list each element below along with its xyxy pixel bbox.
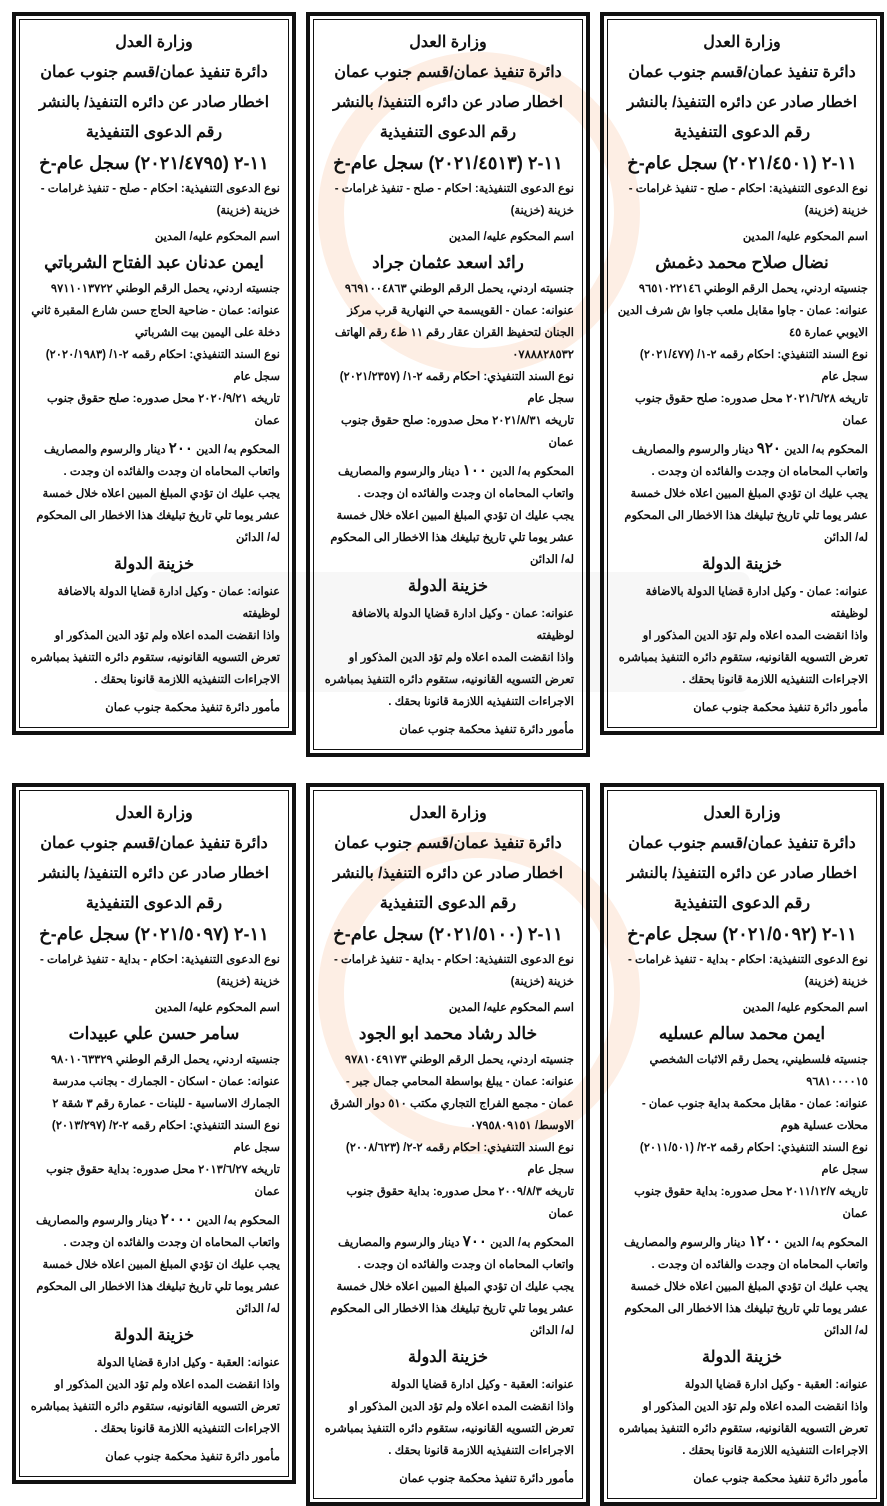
- case-type: نوع الدعوى التنفيذية: احكام - بداية - تنفيذ غرامات - خزينة (خزينة): [333, 954, 574, 988]
- amount-suffix: دينار والرسوم والمصاريف واتعاب المحاماه ان وجدت والفائده ان وجدت .: [35, 1215, 280, 1249]
- debtor-id: جنسيته اردني، يحمل الرقم الوطني ٩٨٠١٠٦٣٣٢٩: [50, 1054, 280, 1066]
- amount-line: [616, 1231, 868, 1276]
- debtor-id: جنسيته اردني، يحمل الرقم الوطني ٩٦٩١٠٠٤٨٦٣: [344, 283, 574, 295]
- department-heading: دائرة تنفيذ عمان/قسم جنوب عمان: [40, 64, 268, 81]
- creditor-address: عنوانه: العقبة - وكيل ادارة قضايا الدولة: [96, 1357, 280, 1369]
- payment-notice: يجب عليك ان تؤدي المبلغ المبين اعلاه خلال خمسة عشر يوما تلي تاريخ تبليغك هذا الاخطار الى المحكوم له/ الدائن: [330, 1281, 574, 1337]
- creditor-address: عنوانه: عمان - وكيل ادارة قضايا الدولة بالاضافة لوظيفته: [645, 586, 868, 620]
- case-type: نوع الدعوى التنفيذية: احكام - بداية - تنفيذ غرامات - خزينة (خزينة): [39, 954, 280, 988]
- amount-suffix: دينار والرسوم والمصاريف واتعاب المحاماه ان وجدت والفائده ان وجدت .: [44, 444, 280, 478]
- warning-text: واذا انقضت المده اعلاه ولم تؤد الدين المذكور او تعرض التسويه القانونيه، ستقوم دائره التنفيذ بمباشره الاجراءات التنفيذيه اللازمة قانونا بحقك .: [618, 1401, 868, 1457]
- bond-type: نوع السند التنفيذي: احكام رقمه ٢-١/ (٢٠٢١/٢٣٥٧) سجل عام: [339, 371, 574, 405]
- bond-date: تاريخه ٢٠٢١/٦/٢٨ محل صدوره: صلح حقوق جنوب عمان: [634, 393, 868, 427]
- notice-title: اخطار صادر عن دائره التنفيذ/ بالنشر: [38, 94, 270, 111]
- creditor-address: عنوانه: العقبة - وكيل ادارة قضايا الدولة: [684, 1379, 868, 1391]
- payment-notice: يجب عليك ان تؤدي المبلغ المبين اعلاه خلال خمسة عشر يوما تلي تاريخ تبليغك هذا الاخطار الى المحكوم له/ الدائن: [36, 1259, 280, 1315]
- amount-value: ١٢٠٠: [748, 1233, 781, 1250]
- bond-type: نوع السند التنفيذي: احكام رقمه ٢-٢/ (٢٠١١/٥٠١) سجل عام: [639, 1142, 868, 1176]
- bond-type: نوع السند التنفيذي: احكام رقمه ٢-٢/ (٢٠١٣/٢٩٧) سجل عام: [51, 1120, 280, 1154]
- bond-date: تاريخه ٢٠٢٠/٩/٢١ محل صدوره: صلح حقوق جنوب عمان: [46, 393, 280, 427]
- debtor-label: اسم المحكوم عليه/ المدين: [448, 1002, 574, 1014]
- creditor-name: خزينة الدولة: [408, 1349, 488, 1366]
- case-type: نوع الدعوى التنفيذية: احكام - صلح - تنفيذ غرامات - خزينة (خزينة): [628, 183, 868, 217]
- amount-value: ٩٢٠: [756, 440, 781, 457]
- amount-value: ٧٠٠: [462, 1233, 487, 1250]
- amount-prefix: المحكوم به/ الدين: [490, 466, 574, 478]
- amount-suffix: دينار والرسوم والمصاريف واتعاب المحاماه ان وجدت والفائده ان وجدت .: [338, 466, 574, 500]
- amount-line: [322, 1231, 574, 1276]
- debtor-name: ايمن محمد سالم عسليه: [658, 1024, 826, 1043]
- debtor-label: اسم المحكوم عليه/ المدين: [154, 231, 280, 243]
- warning-text: واذا انقضت المده اعلاه ولم تؤد الدين المذكور او تعرض التسويه القانونيه، ستقوم دائره التنفيذ بمباشره الاجراءات التنفيذيه اللازمة قانونا بحقك .: [324, 1401, 574, 1457]
- bond-date: تاريخه ٢٠١٣/٦/٢٧ محل صدوره: بداية حقوق جنوب عمان: [46, 1164, 280, 1198]
- creditor-address: عنوانه: عمان - وكيل ادارة قضايا الدولة بالاضافة لوظيفته: [57, 586, 280, 620]
- debtor-name: سامر حسن علي عبيدات: [68, 1024, 240, 1043]
- ministry-heading: وزارة العدل: [409, 34, 487, 51]
- creditor-name: خزينة الدولة: [408, 578, 488, 595]
- court-notice: [12, 12, 296, 735]
- payment-notice: يجب عليك ان تؤدي المبلغ المبين اعلاه خلال خمسة عشر يوما تلي تاريخ تبليغك هذا الاخطار الى المحكوم له/ الدائن: [624, 488, 868, 544]
- debtor-address: عنوانه: عمان - اسكان - الجمارك - بجانب مدرسة الجمارك الاساسية - للبنات - عمارة رقم ٣ شقة ٢: [52, 1076, 280, 1110]
- case-type: نوع الدعوى التنفيذية: احكام - بداية - تنفيذ غرامات - خزينة (خزينة): [627, 954, 868, 988]
- case-number: ١١-٢ (٢٠٢١/٤٥١٣) سجل عام-خ: [333, 153, 563, 173]
- court-notice: [12, 783, 296, 1484]
- amount-value: ١٠٠: [462, 462, 487, 479]
- payment-notice: يجب عليك ان تؤدي المبلغ المبين اعلاه خلال خمسة عشر يوما تلي تاريخ تبليغك هذا الاخطار الى المحكوم له/ الدائن: [330, 510, 574, 566]
- debtor-address: عنوانه: عمان - مقابل محكمة بداية جنوب عمان - محلات عسلية هوم: [641, 1098, 868, 1132]
- footer-signature: مأمور دائرة تنفيذ محكمة جنوب عمان: [693, 1473, 868, 1485]
- bond-type: نوع السند التنفيذي: احكام رقمه ٢-١/ (٢٠٢١/٤٧٧) سجل عام: [639, 349, 868, 383]
- debtor-label: اسم المحكوم عليه/ المدين: [154, 1002, 280, 1014]
- case-label: رقم الدعوى التنفيذية: [85, 895, 223, 912]
- debtor-id: جنسيته اردني، يحمل الرقم الوطني ٩٦٥١٠٢٢١٤٦: [638, 283, 868, 295]
- payment-notice: يجب عليك ان تؤدي المبلغ المبين اعلاه خلال خمسة عشر يوما تلي تاريخ تبليغك هذا الاخطار الى المحكوم له/ الدائن: [36, 488, 280, 544]
- debtor-id: جنسيته اردني، يحمل الرقم الوطني ٩٧٨١٠٤٩١٧٣: [344, 1054, 574, 1066]
- amount-prefix: المحكوم به/ الدين: [784, 444, 868, 456]
- warning-text: واذا انقضت المده اعلاه ولم تؤد الدين المذكور او تعرض التسويه القانونيه، ستقوم دائره التنفيذ بمباشره الاجراءات التنفيذيه اللازمة قانونا بحقك .: [324, 652, 574, 708]
- department-heading: دائرة تنفيذ عمان/قسم جنوب عمان: [334, 64, 562, 81]
- footer-signature: مأمور دائرة تنفيذ محكمة جنوب عمان: [693, 702, 868, 714]
- debtor-label: اسم المحكوم عليه/ المدين: [742, 231, 868, 243]
- creditor-address: عنوانه: عمان - وكيل ادارة قضايا الدولة بالاضافة لوظيفته: [351, 608, 574, 642]
- case-label: رقم الدعوى التنفيذية: [673, 895, 811, 912]
- court-notice: [306, 12, 590, 757]
- amount-suffix: دينار والرسوم والمصاريف واتعاب المحاماه ان وجدت والفائده ان وجدت .: [632, 444, 868, 478]
- debtor-label: اسم المحكوم عليه/ المدين: [742, 1002, 868, 1014]
- amount-value: ٢٠٠٠: [160, 1211, 193, 1228]
- case-number: ١١-٢ (٢٠٢١/٥٠٩٧) سجل عام-خ: [39, 924, 269, 944]
- ministry-heading: وزارة العدل: [409, 805, 487, 822]
- case-number: ١١-٢ (٢٠٢١/٥٠٩٢) سجل عام-خ: [627, 924, 857, 944]
- case-type: نوع الدعوى التنفيذية: احكام - صلح - تنفيذ غرامات - خزينة (خزينة): [40, 183, 280, 217]
- notices-grid: [12, 12, 884, 1506]
- department-heading: دائرة تنفيذ عمان/قسم جنوب عمان: [628, 64, 856, 81]
- department-heading: دائرة تنفيذ عمان/قسم جنوب عمان: [40, 835, 268, 852]
- amount-prefix: المحكوم به/ الدين: [490, 1237, 574, 1249]
- department-heading: دائرة تنفيذ عمان/قسم جنوب عمان: [628, 835, 856, 852]
- footer-signature: مأمور دائرة تنفيذ محكمة جنوب عمان: [105, 702, 280, 714]
- bond-date: تاريخه ٢٠٢١/٨/٣١ محل صدوره: صلح حقوق جنوب عمان: [340, 415, 574, 449]
- debtor-name: خالد رشاد محمد ابو الجود: [358, 1024, 538, 1043]
- warning-text: واذا انقضت المده اعلاه ولم تؤد الدين المذكور او تعرض التسويه القانونيه، ستقوم دائره التنفيذ بمباشره الاجراءات التنفيذيه اللازمة قانونا بحقك .: [30, 630, 280, 686]
- debtor-label: اسم المحكوم عليه/ المدين: [448, 231, 574, 243]
- department-heading: دائرة تنفيذ عمان/قسم جنوب عمان: [334, 835, 562, 852]
- footer-signature: مأمور دائرة تنفيذ محكمة جنوب عمان: [399, 724, 574, 736]
- case-label: رقم الدعوى التنفيذية: [85, 124, 223, 141]
- debtor-address: عنوانه: عمان - يبلغ بواسطة المحامي جمال جبر - عمان - مجمع الفراج التجاري مكتب ٥١٠ دوار الشرق الاوسط/ ٠٧٩٥٨٠٩١٥١: [330, 1076, 574, 1132]
- bond-date: تاريخه ٢٠٠٩/٨/٣ محل صدوره: بداية حقوق جنوب عمان: [346, 1186, 574, 1220]
- ministry-heading: وزارة العدل: [703, 805, 781, 822]
- amount-line: [28, 1209, 280, 1254]
- amount-prefix: المحكوم به/ الدين: [784, 1237, 868, 1249]
- debtor-name: ايمن عدنان عبد الفتاح الشرباتي: [44, 253, 264, 272]
- footer-signature: مأمور دائرة تنفيذ محكمة جنوب عمان: [105, 1451, 280, 1463]
- case-label: رقم الدعوى التنفيذية: [379, 895, 517, 912]
- bond-type: نوع السند التنفيذي: احكام رقمه ٢-١/ (٢٠٢٠/١٩٨٣) سجل عام: [45, 349, 280, 383]
- amount-line: [616, 438, 868, 483]
- notice-title: اخطار صادر عن دائره التنفيذ/ بالنشر: [626, 865, 858, 882]
- debtor-name: رائد اسعد عثمان جراد: [372, 253, 524, 272]
- case-label: رقم الدعوى التنفيذية: [673, 124, 811, 141]
- amount-value: ٢٠٠: [168, 440, 193, 457]
- debtor-address: عنوانه: عمان - ضاحية الحاج حسن شارع المقبرة ثاني دخلة على اليمين بيت الشرباتي: [31, 305, 280, 339]
- amount-line: [28, 438, 280, 483]
- case-label: رقم الدعوى التنفيذية: [379, 124, 517, 141]
- case-type: نوع الدعوى التنفيذية: احكام - صلح - تنفيذ غرامات - خزينة (خزينة): [334, 183, 574, 217]
- amount-prefix: المحكوم به/ الدين: [196, 444, 280, 456]
- creditor-name: خزينة الدولة: [702, 556, 782, 573]
- debtor-address: عنوانه: عمان - القويسمة حي النهارية قرب مركز الجنان لتحفيظ القران عقار رقم ١١ ط٤ رقم الهاتف ٠٧٨٨٨٢٨٥٣٢: [334, 305, 574, 361]
- debtor-name: نضال صلاح محمد دغمش: [655, 253, 829, 272]
- creditor-address: عنوانه: العقبة - وكيل ادارة قضايا الدولة: [390, 1379, 574, 1391]
- notice-title: اخطار صادر عن دائره التنفيذ/ بالنشر: [626, 94, 858, 111]
- court-notice: [600, 12, 884, 735]
- case-number: ١١-٢ (٢٠٢١/٥١٠٠) سجل عام-خ: [333, 924, 563, 944]
- amount-suffix: دينار والرسوم والمصاريف واتعاب المحاماه ان وجدت والفائده ان وجدت .: [338, 1237, 574, 1271]
- footer-signature: مأمور دائرة تنفيذ محكمة جنوب عمان: [399, 1473, 574, 1485]
- debtor-id: جنسيته اردني، يحمل الرقم الوطني ٩٧١١٠١٣٧٢٢: [50, 283, 280, 295]
- creditor-name: خزينة الدولة: [702, 1349, 782, 1366]
- case-number: ١١-٢ (٢٠٢١/٤٧٩٥) سجل عام-خ: [39, 153, 269, 173]
- bond-date: تاريخه ٢٠١١/١٢/٧ محل صدوره: بداية حقوق جنوب عمان: [634, 1186, 868, 1220]
- payment-notice: يجب عليك ان تؤدي المبلغ المبين اعلاه خلال خمسة عشر يوما تلي تاريخ تبليغك هذا الاخطار الى المحكوم له/ الدائن: [624, 1281, 868, 1337]
- amount-line: [322, 460, 574, 505]
- debtor-id: جنسيته فلسطيني، يحمل رقم الاثبات الشخصي ٩٦٨١٠٠٠٠١٥: [649, 1054, 868, 1088]
- case-number: ١١-٢ (٢٠٢١/٤٥٠١) سجل عام-خ: [627, 153, 857, 173]
- amount-prefix: المحكوم به/ الدين: [196, 1215, 280, 1227]
- warning-text: واذا انقضت المده اعلاه ولم تؤد الدين المذكور او تعرض التسويه القانونيه، ستقوم دائره التنفيذ بمباشره الاجراءات التنفيذيه اللازمة قانونا بحقك .: [30, 1379, 280, 1435]
- ministry-heading: وزارة العدل: [703, 34, 781, 51]
- notice-title: اخطار صادر عن دائره التنفيذ/ بالنشر: [38, 865, 270, 882]
- ministry-heading: وزارة العدل: [115, 805, 193, 822]
- amount-suffix: دينار والرسوم والمصاريف واتعاب المحاماه ان وجدت والفائده ان وجدت .: [623, 1237, 868, 1271]
- warning-text: واذا انقضت المده اعلاه ولم تؤد الدين المذكور او تعرض التسويه القانونيه، ستقوم دائره التنفيذ بمباشره الاجراءات التنفيذيه اللازمة قانونا بحقك .: [618, 630, 868, 686]
- creditor-name: خزينة الدولة: [114, 556, 194, 573]
- creditor-name: خزينة الدولة: [114, 1327, 194, 1344]
- notice-title: اخطار صادر عن دائره التنفيذ/ بالنشر: [332, 94, 564, 111]
- ministry-heading: وزارة العدل: [115, 34, 193, 51]
- notice-title: اخطار صادر عن دائره التنفيذ/ بالنشر: [332, 865, 564, 882]
- debtor-address: عنوانه: عمان - جاوا مقابل ملعب جاوا ش شرف الدين الايوبي عمارة ٤٥: [617, 305, 868, 339]
- bond-type: نوع السند التنفيذي: احكام رقمه ٢-٢/ (٢٠٠٨/٦٢٣) سجل عام: [345, 1142, 574, 1176]
